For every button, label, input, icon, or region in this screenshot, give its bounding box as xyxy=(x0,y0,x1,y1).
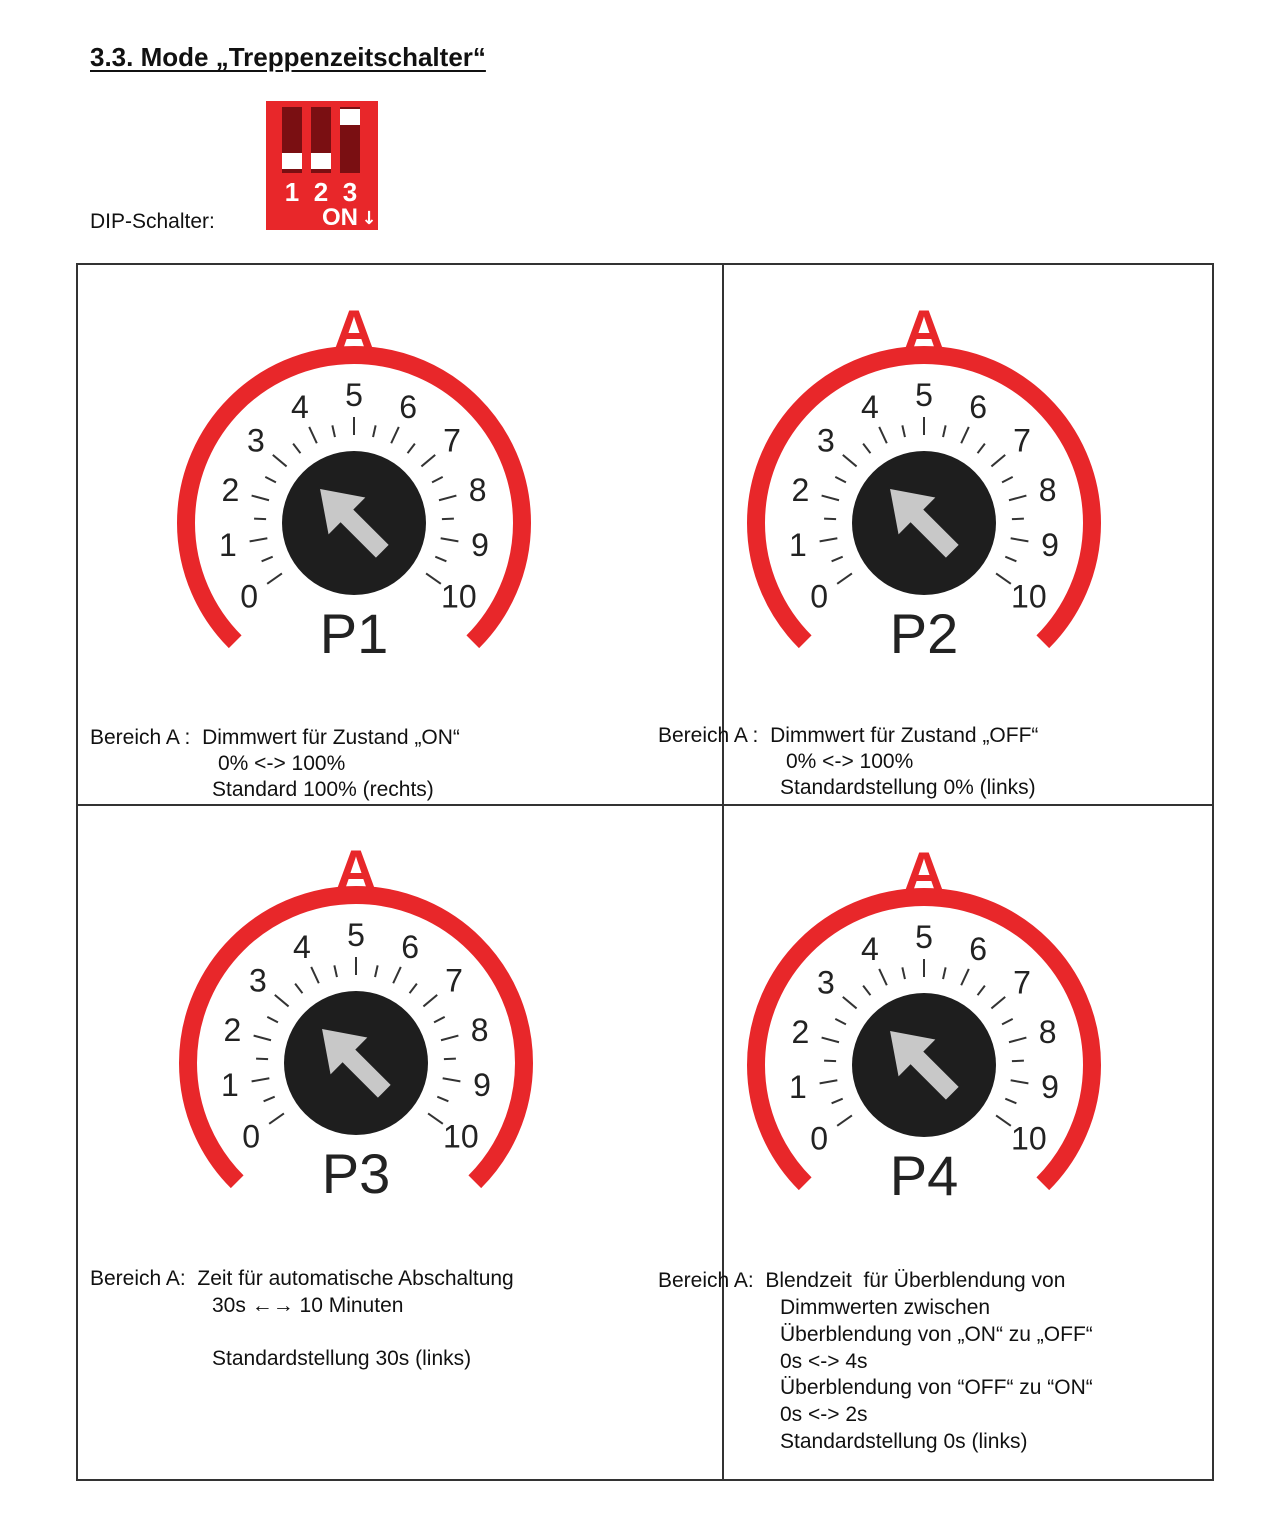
scale-label-9: 9 xyxy=(473,1067,491,1104)
scale-tick xyxy=(1002,1019,1013,1025)
scale-tick xyxy=(879,427,887,443)
scale-tick xyxy=(421,455,435,467)
scale-tick xyxy=(408,444,415,454)
scale-tick xyxy=(267,1017,278,1023)
scale-tick xyxy=(252,1078,270,1081)
scale-tick xyxy=(432,477,443,483)
scale-label-2: 2 xyxy=(791,1013,810,1050)
range-letter: A xyxy=(335,838,377,901)
scale-tick xyxy=(437,1097,448,1102)
scale-label-8: 8 xyxy=(1038,1013,1057,1050)
dip-switch-label: DIP-Schalter: xyxy=(90,210,215,233)
scale-tick xyxy=(1009,1038,1026,1043)
scale-label-6: 6 xyxy=(401,928,419,965)
scale-tick xyxy=(943,967,946,979)
scale-tick xyxy=(435,557,446,562)
scale-tick xyxy=(254,1036,271,1041)
scale-label-1: 1 xyxy=(789,1069,807,1106)
scale-tick xyxy=(273,455,287,467)
scale-label-5: 5 xyxy=(915,919,933,955)
scale-tick xyxy=(820,538,838,541)
scale-label-4: 4 xyxy=(861,930,879,967)
scale-label-9: 9 xyxy=(1041,527,1059,564)
scale-tick xyxy=(267,573,282,583)
scale-tick xyxy=(837,1115,852,1125)
desc-line: 30s ←→ 10 Minuten xyxy=(212,1294,404,1317)
scale-tick xyxy=(961,969,969,985)
scale-label-0: 0 xyxy=(810,578,829,615)
scale-tick xyxy=(441,538,459,541)
table-divider-horizontal xyxy=(78,804,1212,806)
scale-label-8: 8 xyxy=(470,1011,489,1048)
scale-tick xyxy=(426,573,441,583)
range-letter: A xyxy=(903,298,945,361)
scale-label-6: 6 xyxy=(969,388,987,425)
scale-tick xyxy=(410,984,417,994)
desc-line: 0% <-> 100% xyxy=(218,752,346,775)
desc-line: Überblendung von „ON“ zu „OFF“ xyxy=(780,1323,1093,1346)
scale-tick xyxy=(393,967,401,983)
scale-tick xyxy=(863,986,870,996)
scale-label-3: 3 xyxy=(247,422,265,459)
scale-tick xyxy=(332,425,335,437)
scale-tick xyxy=(443,1078,461,1081)
panel-p1-description xyxy=(90,725,710,803)
scale-tick xyxy=(295,984,302,994)
scale-label-9: 9 xyxy=(471,527,489,564)
scale-label-9: 9 xyxy=(1041,1069,1059,1106)
scale-label-1: 1 xyxy=(789,527,807,564)
scale-tick xyxy=(434,1017,445,1023)
dip-on-arrow: ↓ xyxy=(361,208,377,229)
desc-line: Standardstellung 0s (links) xyxy=(780,1430,1028,1453)
scale-label-7: 7 xyxy=(443,422,461,459)
scale-tick xyxy=(832,1099,843,1104)
scale-tick xyxy=(991,455,1005,467)
dip-number-1: 1 xyxy=(284,177,300,207)
potentiometer-label: P4 xyxy=(889,1144,959,1207)
scale-tick xyxy=(824,519,836,520)
scale-tick xyxy=(441,1036,458,1041)
potentiometer-p1-dial xyxy=(174,283,534,683)
dip-switch-lever-1 xyxy=(282,153,302,169)
scale-tick xyxy=(293,444,300,454)
scale-tick xyxy=(978,444,985,454)
potentiometer-label: P2 xyxy=(889,602,959,665)
scale-label-1: 1 xyxy=(219,527,237,564)
scale-tick xyxy=(309,427,317,443)
desc-line: 0s <-> 2s xyxy=(780,1403,868,1426)
desc-line: Bereich A: Zeit für automatische Abschaltung xyxy=(90,1267,514,1290)
desc-line: Dimmwerten zwischen xyxy=(780,1296,991,1319)
potentiometer-label: P1 xyxy=(319,602,389,665)
scale-tick xyxy=(1005,1099,1016,1104)
scale-label-5: 5 xyxy=(345,377,363,413)
potentiometer-p2-dial xyxy=(744,283,1104,683)
scale-label-2: 2 xyxy=(221,471,240,508)
scale-tick xyxy=(822,1038,839,1043)
scale-tick xyxy=(902,967,905,979)
scale-label-3: 3 xyxy=(817,422,835,459)
scale-tick xyxy=(843,997,857,1009)
scale-tick xyxy=(265,477,276,483)
scale-tick xyxy=(334,965,337,977)
desc-line: 0s <-> 4s xyxy=(780,1350,868,1373)
scale-tick xyxy=(996,573,1011,583)
scale-tick xyxy=(1009,496,1026,501)
scale-label-7: 7 xyxy=(1013,964,1031,1001)
scale-label-5: 5 xyxy=(915,377,933,413)
potentiometer-table xyxy=(76,263,1214,1481)
potentiometer-p3-dial xyxy=(176,823,536,1223)
scale-tick xyxy=(269,1113,284,1123)
scale-tick xyxy=(1011,538,1029,541)
range-letter: A xyxy=(903,840,945,903)
scale-label-2: 2 xyxy=(223,1011,242,1048)
scale-tick xyxy=(902,425,905,437)
desc-line: Standard 100% (rechts) xyxy=(212,778,434,801)
scale-label-2: 2 xyxy=(791,471,810,508)
scale-label-8: 8 xyxy=(1038,471,1057,508)
scale-tick xyxy=(835,1019,846,1025)
scale-tick xyxy=(311,967,319,983)
scale-tick xyxy=(252,496,269,501)
scale-tick xyxy=(444,1059,456,1060)
desc-line: Überblendung von “OFF“ zu “ON“ xyxy=(780,1376,1093,1399)
scale-tick xyxy=(978,986,985,996)
scale-tick xyxy=(837,573,852,583)
scale-tick xyxy=(824,1061,836,1062)
scale-tick xyxy=(275,995,289,1007)
potentiometer-p4-dial xyxy=(744,825,1104,1225)
dip-number-2: 2 xyxy=(313,177,329,207)
scale-label-6: 6 xyxy=(969,930,987,967)
scale-tick xyxy=(943,425,946,437)
scale-tick xyxy=(1002,477,1013,483)
scale-label-5: 5 xyxy=(347,917,365,953)
scale-tick xyxy=(820,1080,838,1083)
scale-tick xyxy=(264,1097,275,1102)
scale-label-10: 10 xyxy=(441,578,477,615)
scale-tick xyxy=(843,455,857,467)
scale-label-3: 3 xyxy=(817,964,835,1001)
scale-tick xyxy=(991,997,1005,1009)
scale-tick xyxy=(863,444,870,454)
scale-tick xyxy=(1012,519,1024,520)
scale-label-8: 8 xyxy=(468,471,487,508)
scale-tick xyxy=(822,496,839,501)
scale-label-4: 4 xyxy=(291,388,309,425)
scale-label-4: 4 xyxy=(861,388,879,425)
desc-line: Bereich A : Dimmwert für Zustand „OFF“ xyxy=(658,724,1039,747)
scale-tick xyxy=(250,538,268,541)
scale-label-1: 1 xyxy=(221,1067,239,1104)
scale-label-3: 3 xyxy=(249,962,267,999)
desc-line: Standardstellung 30s (links) xyxy=(212,1347,472,1370)
dip-switch-lever-3 xyxy=(340,109,360,125)
scale-tick xyxy=(961,427,969,443)
desc-line: 0% <-> 100% xyxy=(786,750,914,773)
dip-switch-icon xyxy=(266,101,378,230)
dip-switch-lever-2 xyxy=(311,153,331,169)
dip-number-3: 3 xyxy=(342,177,358,207)
scale-tick xyxy=(439,496,456,501)
dip-on-label: ON xyxy=(322,204,358,230)
scale-label-0: 0 xyxy=(810,1120,829,1157)
scale-tick xyxy=(1012,1061,1024,1062)
panel-p3-description xyxy=(90,1266,710,1376)
scale-label-6: 6 xyxy=(399,388,417,425)
scale-label-7: 7 xyxy=(1013,422,1031,459)
scale-label-7: 7 xyxy=(445,962,463,999)
scale-tick xyxy=(256,1059,268,1060)
range-letter: A xyxy=(333,298,375,361)
scale-tick xyxy=(391,427,399,443)
scale-tick xyxy=(1005,557,1016,562)
scale-label-10: 10 xyxy=(443,1118,479,1155)
scale-tick xyxy=(996,1115,1011,1125)
scale-label-0: 0 xyxy=(240,578,259,615)
scale-tick xyxy=(373,425,376,437)
scale-label-4: 4 xyxy=(293,928,311,965)
scale-tick xyxy=(835,477,846,483)
scale-tick xyxy=(423,995,437,1007)
scale-tick xyxy=(254,519,266,520)
scale-label-10: 10 xyxy=(1011,578,1047,615)
scale-tick xyxy=(1011,1080,1029,1083)
scale-tick xyxy=(832,557,843,562)
desc-line: Bereich A : Dimmwert für Zustand „ON“ xyxy=(90,726,460,749)
potentiometer-label: P3 xyxy=(321,1142,391,1205)
scale-tick xyxy=(879,969,887,985)
scale-tick xyxy=(442,519,454,520)
scale-tick xyxy=(428,1113,443,1123)
desc-line: Bereich A: Blendzeit für Überblendung von xyxy=(658,1269,1066,1292)
page-title: 3.3. Mode „Treppenzeitschalter“ xyxy=(90,42,486,72)
scale-label-10: 10 xyxy=(1011,1120,1047,1157)
panel-p2-description xyxy=(658,723,1198,801)
scale-label-0: 0 xyxy=(242,1118,261,1155)
scale-tick xyxy=(375,965,378,977)
scale-tick xyxy=(262,557,273,562)
desc-line: Standardstellung 0% (links) xyxy=(780,776,1036,799)
panel-p4-description xyxy=(658,1268,1198,1458)
